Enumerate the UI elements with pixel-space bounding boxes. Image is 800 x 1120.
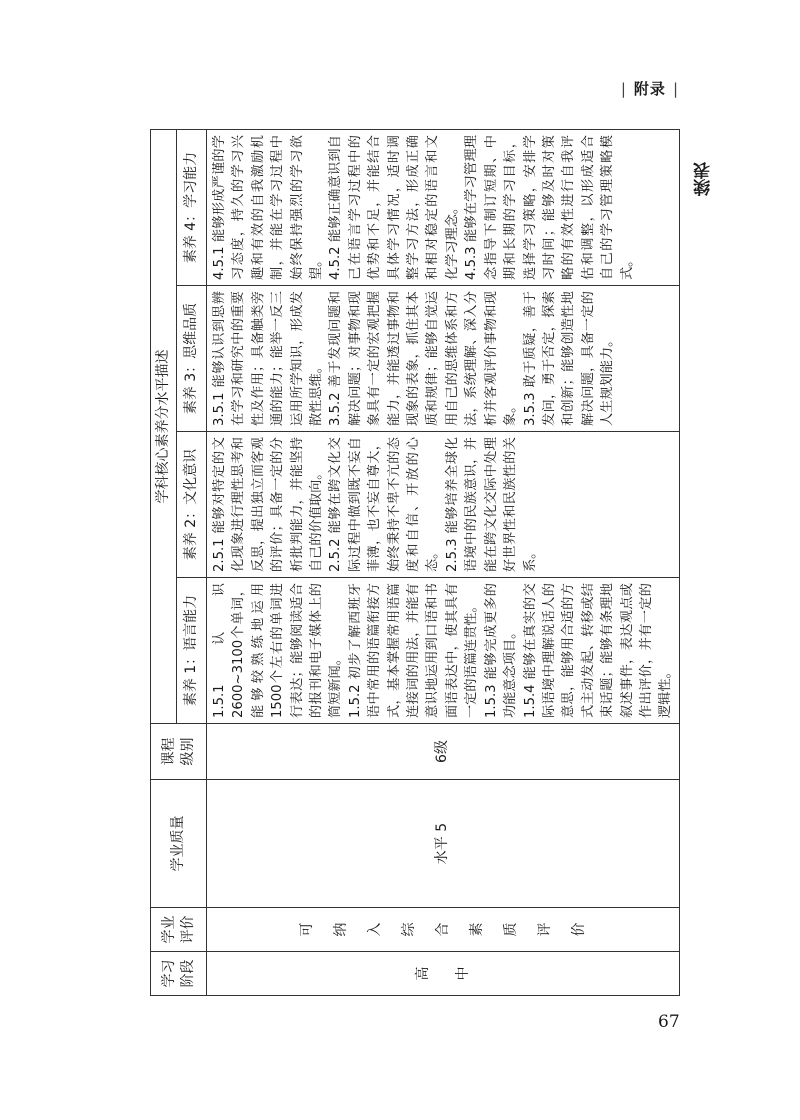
header-level <box>151 724 207 780</box>
header-stage-text: 学习阶段 <box>160 959 196 988</box>
cell-assessment <box>207 908 680 952</box>
header-competency-4 <box>177 130 207 286</box>
item-2-5-2: 2.5.2 能够在跨文化交际过程中做到既不妄自菲薄，也不妄自尊大，始终秉持不卑不亢的态度和自信、开放的心态。 <box>328 437 441 572</box>
cell-assessment-text: 可纳入综合素质评价 <box>298 922 587 937</box>
item-1-5-1: 1.5.1 认识2600~3100个单词，能够较熟练地运用1500个左右的单词进行表达；能够阅读适合的报刊和电子媒体上的简短新闻。 <box>212 583 344 718</box>
cell-competency-1 <box>207 578 680 724</box>
page-number: 67 <box>658 1012 680 1032</box>
header-stage <box>151 952 207 996</box>
rotated-table <box>150 130 672 996</box>
running-header <box>614 78 686 99</box>
item-2-5-1: 2.5.1 能够对特定的文化现象进行理性思考和反思，提出独立而客观的评价；具备一定的分析批判能力，并能坚持自己的价值取向。 <box>212 437 325 572</box>
header-left-bar: | <box>620 80 627 98</box>
item-1-5-2: 1.5.2 初步了解西班牙语中常用的语篇衔接方式，基本掌握常用语篇连接词的用法，并能有意识地运用到口语和书面语表达中，使其具有一定的语篇连贯性。 <box>347 583 480 718</box>
item-1-5-4: 1.5.4 能够在真实的交际语境中理解说话人的意思，能够用合适的方式主动发起、转移或结束话题；能够有条理地叙述事件，表达观点或作出评价，并有一定的逻辑性。 <box>522 583 674 718</box>
header-level-text: 课程级别 <box>160 737 196 766</box>
header-competency-2 <box>177 432 207 578</box>
cell-quality-text: 水平 5 <box>434 822 451 865</box>
item-4-5-1: 4.5.1 能够形成严谨的学习态度，持久的学习兴趣和有效的自我激励机制，并能在学习过程中始终保持强烈的学习欲望。 <box>212 135 325 280</box>
rotated-table-container <box>150 130 672 996</box>
header-group-text: 学科核心素养分水平描述 <box>155 349 171 504</box>
header-assessment <box>151 908 207 952</box>
cell-quality <box>207 780 680 908</box>
header-competency-3-text: 素养 3：思维品质 <box>183 302 199 415</box>
header-competency-2-text: 素养 2：文化意识 <box>183 448 199 561</box>
cell-level <box>207 724 680 780</box>
cell-stage <box>207 952 680 996</box>
cell-competency-3 <box>207 286 680 432</box>
item-1-5-3: 1.5.3 能够完成更多的功能意念项目。 <box>483 583 519 718</box>
table-row <box>207 130 680 996</box>
header-competency-1-text: 素养 1：语言能力 <box>183 594 199 707</box>
item-4-5-3: 4.5.3 能够在学习管理理念指导下制订短期、中期和长期的学习目标，选择学习策略，安排学习时间；能够及时对策略的有效性进行自我评估和调整，以形成适合自己的学习管理策略模式。 <box>464 135 635 280</box>
header-row-1 <box>151 130 177 996</box>
cell-level-text: 6级 <box>434 740 451 763</box>
header-title: 附录 <box>633 80 666 98</box>
competency-table <box>150 129 680 996</box>
header-quality-text: 学业质量 <box>170 815 186 872</box>
item-3-5-1: 3.5.1 能够认识到思辨在学习和研究中的重要性及作用；具备触类旁通的能力；能举一反三运用所学知识，形成发散性思维。 <box>212 291 325 426</box>
header-assessment-text: 学业评价 <box>160 915 196 944</box>
continued-label: 续表 <box>694 162 714 196</box>
item-2-5-3: 2.5.3 能够培养全球化语境中的民族意识，并能在跨文化交际中处理好世界性和民族性的关系。 <box>444 437 538 572</box>
item-3-5-2: 3.5.2 善于发现问题和解决问题；对事物和现象具有一定的宏观把握能力，并能透过事物和现象的表象，抓住其本质和规律；能够自觉运用自己的思维体系和方法，系统理解、深入分析并客观评价事物和现象。 <box>328 291 519 426</box>
cell-competency-4 <box>207 130 680 286</box>
header-group <box>151 130 177 724</box>
header-right-bar: | <box>672 80 679 98</box>
cell-competency-2 <box>207 432 680 578</box>
header-competency-3 <box>177 286 207 432</box>
cell-stage-text: 高中 <box>414 966 471 981</box>
header-competency-1 <box>177 578 207 724</box>
header-quality <box>151 780 207 908</box>
item-3-5-3: 3.5.3 敢于质疑，善于发问，勇于否定，探索和创新；能够创造性地解决问题，具备一定的人生规划能力。 <box>522 291 616 426</box>
header-competency-4-text: 素养 4：学习能力 <box>183 151 199 264</box>
item-4-5-2: 4.5.2 能够正确意识到自己在语言学习过程中的优势和不足，并能结合具体学习情况，适时调整学习方法，形成正确和相对稳定的语言和文化学习理念。 <box>328 135 460 280</box>
